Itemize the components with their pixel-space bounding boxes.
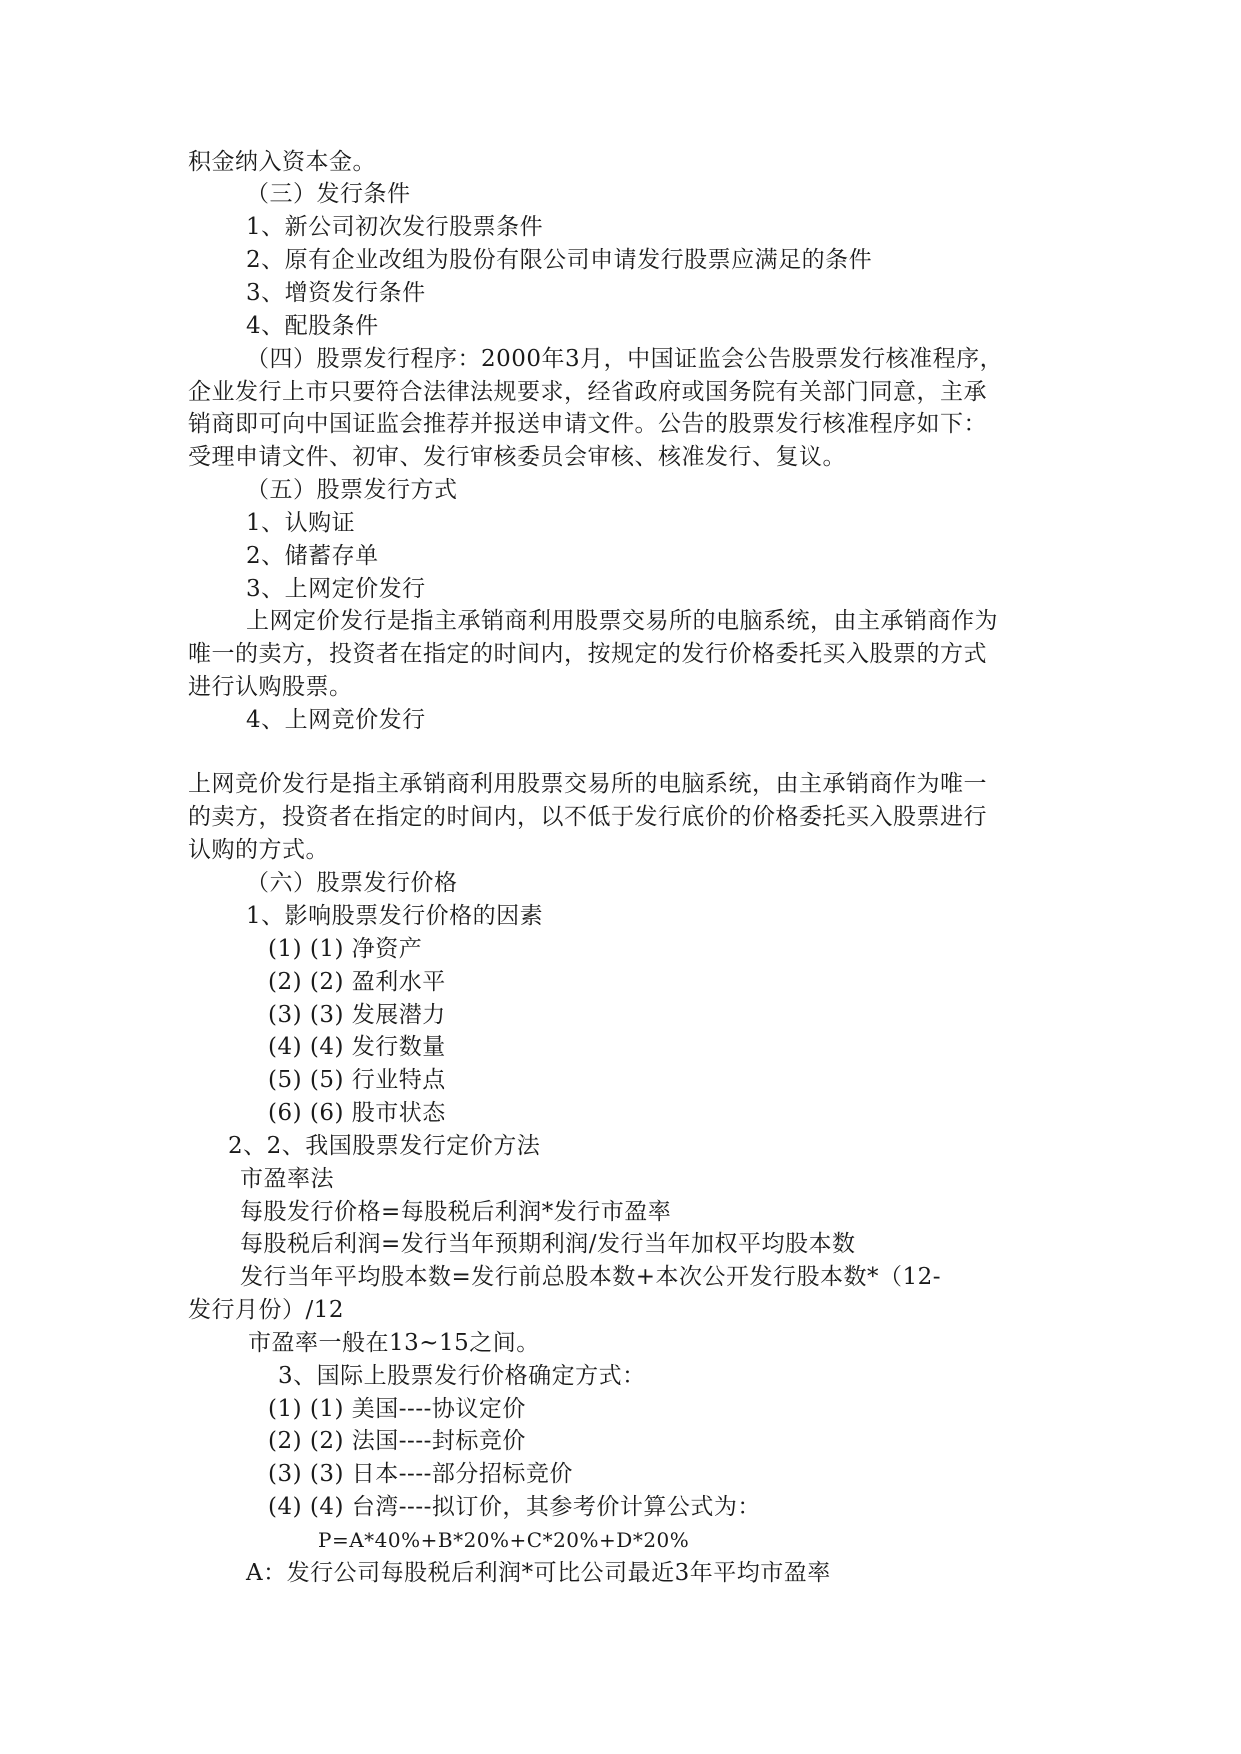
list-item: (5) (5) 行业特点 bbox=[268, 1067, 446, 1093]
list-item: 2、2、我国股票发行定价方法 bbox=[228, 1133, 541, 1159]
list-item: 1、新公司初次发行股票条件 bbox=[246, 214, 544, 240]
section-heading-4: （四）股票发行程序：2000年3月，中国证监会公告股票发行核准程序， bbox=[246, 346, 1004, 372]
text-line: 发行当年平均股本数=发行前总股本数+本次公开发行股本数*（12- bbox=[240, 1264, 942, 1290]
text-line: 销商即可向中国证监会推荐并报送申请文件。公告的股票发行核准程序如下： bbox=[188, 411, 987, 437]
list-item: 2、原有企业改组为股份有限公司申请发行股票应满足的条件 bbox=[246, 247, 873, 273]
text-line: 唯一的卖方，投资者在指定的时间内，按规定的发行价格委托买入股票的方式 bbox=[188, 641, 987, 667]
text-line: 企业发行上市只要符合法律法规要求，经省政府或国务院有关部门同意，主承 bbox=[188, 379, 987, 405]
list-item: (6) (6) 股市状态 bbox=[268, 1100, 446, 1126]
list-item: 1、认购证 bbox=[246, 510, 356, 536]
list-item: 3、国际上股票发行价格确定方式： bbox=[278, 1363, 646, 1389]
text-line: 每股税后利润=发行当年预期利润/发行当年加权平均股本数 bbox=[240, 1231, 856, 1257]
list-item: (4) (4) 发行数量 bbox=[268, 1034, 446, 1060]
list-item: (3) (3) 发展潜力 bbox=[268, 1002, 446, 1028]
text-line: 市盈率一般在13~15之间。 bbox=[248, 1330, 540, 1356]
list-item: 1、影响股票发行价格的因素 bbox=[246, 903, 544, 929]
list-item: 3、上网定价发行 bbox=[246, 576, 426, 602]
section-heading-6: （六）股票发行价格 bbox=[246, 870, 458, 896]
text-line: 受理申请文件、初审、发行审核委员会审核、核准发行、复议。 bbox=[188, 444, 846, 470]
list-item: (2) (2) 盈利水平 bbox=[268, 969, 446, 995]
formula: P=A*40%+B*20%+C*20%+D*20% bbox=[318, 1528, 690, 1552]
text-line: 认购的方式。 bbox=[188, 837, 329, 863]
text-line: 每股发行价格=每股税后利润*发行市盈率 bbox=[240, 1199, 672, 1225]
section-heading-3: （三）发行条件 bbox=[246, 181, 411, 207]
list-item: (2) (2) 法国----封标竞价 bbox=[268, 1428, 526, 1454]
list-item: (1) (1) 美国----协议定价 bbox=[268, 1396, 526, 1422]
list-item: (4) (4) 台湾----拟订价，其参考价计算公式为： bbox=[268, 1494, 761, 1520]
text-line: 发行月份）/12 bbox=[188, 1297, 345, 1323]
text-line: 的卖方，投资者在指定的时间内，以不低于发行底价的价格委托买入股票进行 bbox=[188, 804, 987, 830]
list-item: 4、配股条件 bbox=[246, 313, 379, 339]
text-line: A：发行公司每股税后利润*可比公司最近3年平均市盈率 bbox=[246, 1560, 831, 1586]
list-item: (3) (3) 日本----部分招标竞价 bbox=[268, 1461, 573, 1487]
text-line: 市盈率法 bbox=[240, 1166, 334, 1192]
text-line: 积金纳入资本金。 bbox=[188, 149, 376, 175]
text-line: 上网竞价发行是指主承销商利用股票交易所的电脑系统，由主承销商作为唯一 bbox=[188, 771, 987, 797]
text-line: 进行认购股票。 bbox=[188, 674, 353, 700]
list-item: 4、上网竞价发行 bbox=[246, 707, 426, 733]
list-item: 3、增资发行条件 bbox=[246, 280, 426, 306]
section-heading-5: （五）股票发行方式 bbox=[246, 477, 458, 503]
list-item: 2、储蓄存单 bbox=[246, 543, 379, 569]
text-line: 上网定价发行是指主承销商利用股票交易所的电脑系统，由主承销商作为 bbox=[246, 608, 998, 634]
list-item: (1) (1) 净资产 bbox=[268, 936, 423, 962]
